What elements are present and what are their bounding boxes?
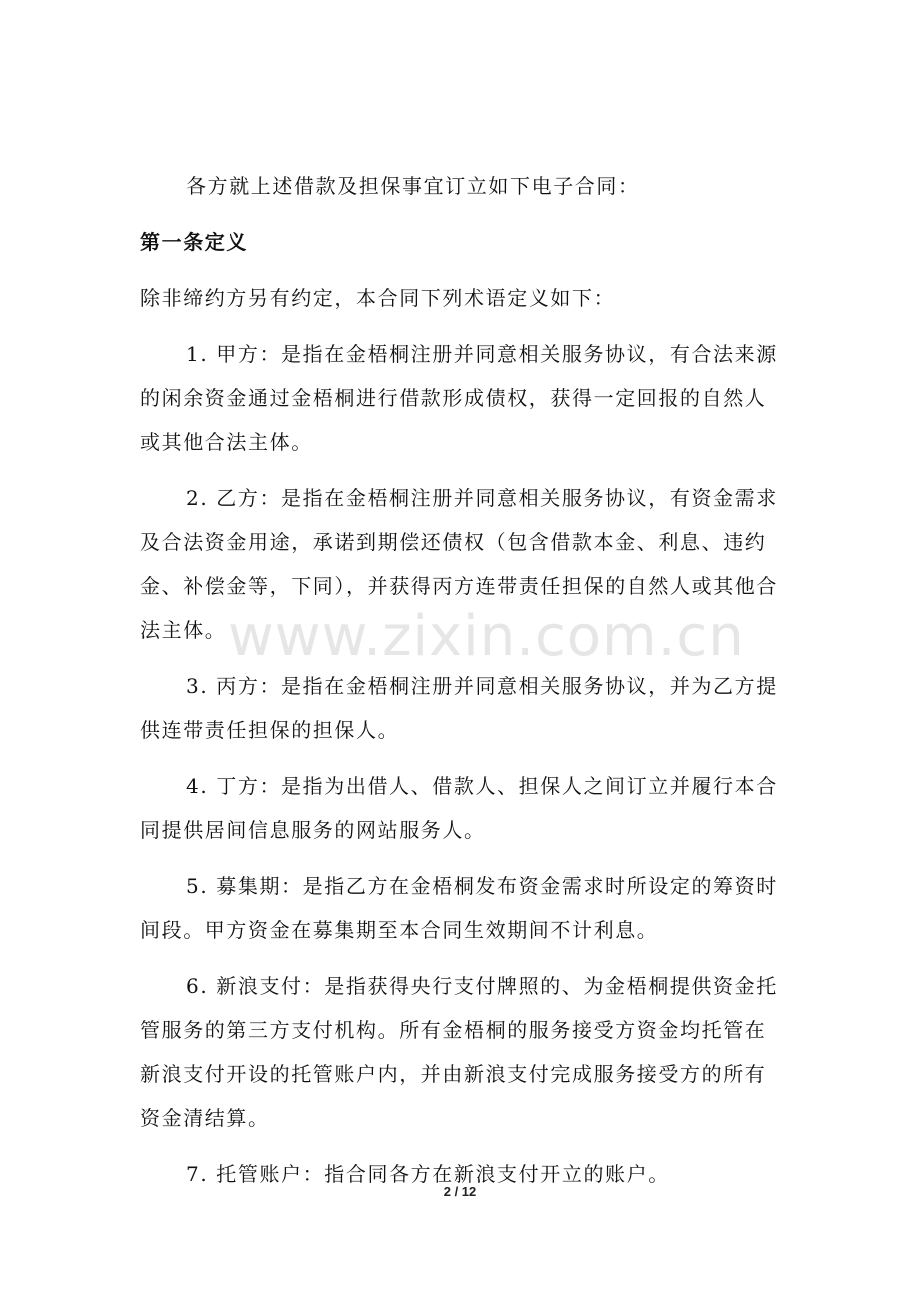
definition-escrow-account: 7. 托管账户：指合同各方在新浪支付开立的账户。 [186,1162,670,1186]
intro-paragraph: 各方就上述借款及担保事宜订立如下电子合同： [186,174,640,198]
definition-party-d: 4. 丁方：是指为出借人、借款人、担保人之间订立并履行本合同提供居间信息服务的网站服务人。 [140,774,778,842]
page-number: 2 / 12 [443,1184,477,1199]
article-heading: 第一条定义 [140,230,248,254]
watermark-text: www.zixin.com.cn [228,604,745,669]
document-body [140,164,780,1208]
definition-fundraising-period: 5. 募集期：是指乙方在金梧桐发布资金需求时所设定的筹资时间段。甲方资金在募集期至本合同生效期间不计利息。 [140,874,778,942]
definition-party-c: 3. 丙方：是指在金梧桐注册并同意相关服务协议，并为乙方提供连带责任担保的担保人。 [140,674,778,742]
definitions-intro: 除非缔约方另有约定，本合同下列术语定义如下： [140,286,616,310]
definition-sina-pay: 6. 新浪支付：是指获得央行支付牌照的、为金梧桐提供资金托管服务的第三方支付机构。所有金梧桐的服务接受方资金均托管在新浪支付开设的托管账户内，并由新浪支付完成服务接受方的所有资金清结算。 [140,974,778,1130]
definition-party-a: 1. 甲方：是指在金梧桐注册并同意相关服务协议，有合法来源的闲余资金通过金梧桐进行借款形成债权，获得一定回报的自然人或其他合法主体。 [140,342,778,454]
definition-party-b: 2. 乙方：是指在金梧桐注册并同意相关服务协议，有资金需求及合法资金用途，承诺到期偿还债权（包含借款本金、利息、违约金、补偿金等，下同），并获得丙方连带责任担保的自然人或其他合法主体。 [140,486,778,642]
